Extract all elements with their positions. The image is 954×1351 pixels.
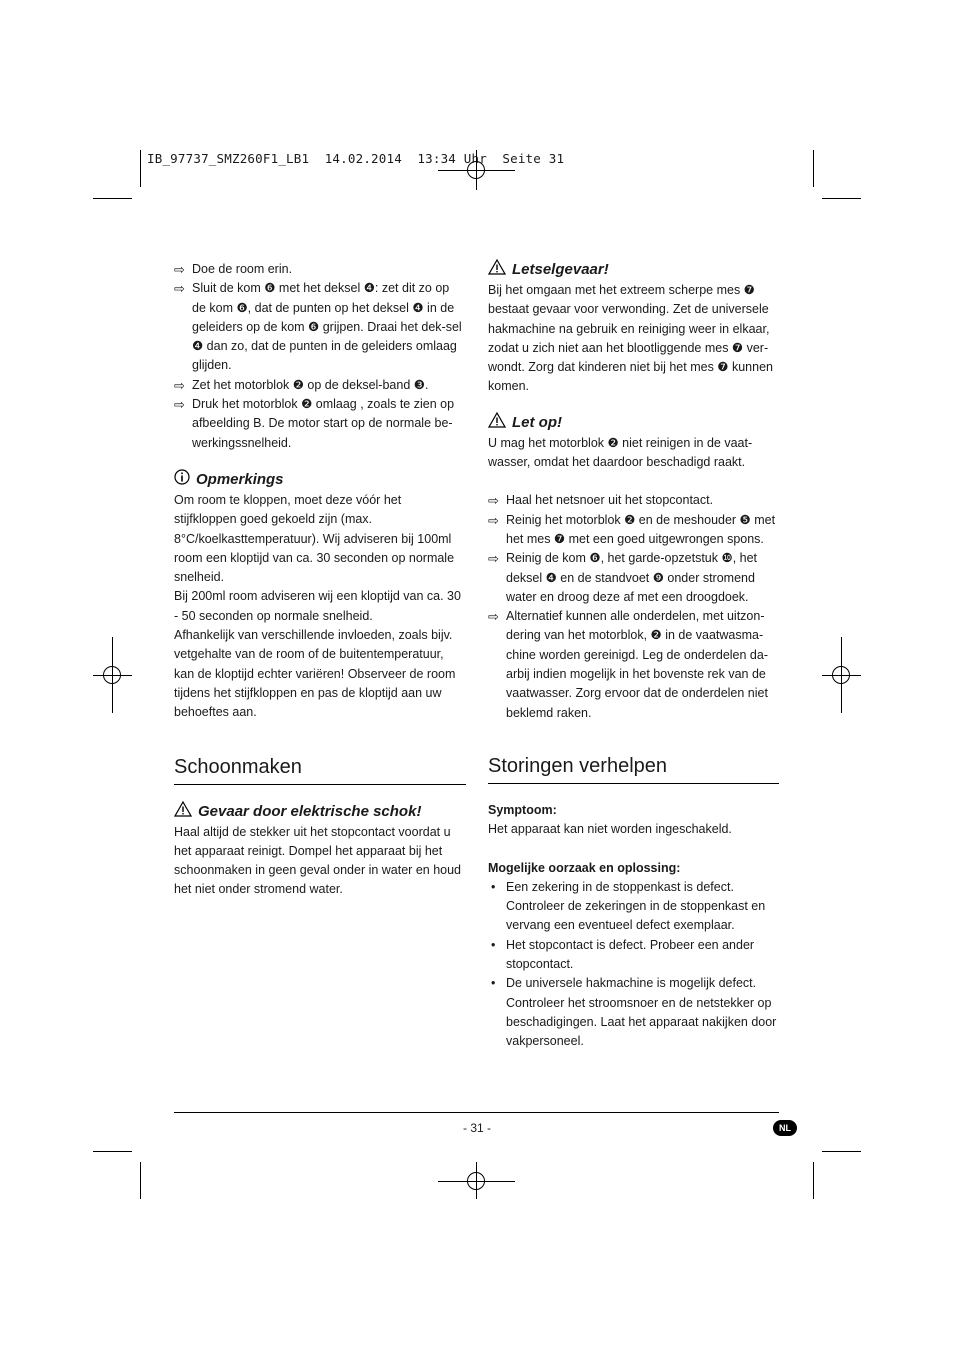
print-slug: IB_97737_SMZ260F1_LB1 14.02.2014 13:34 Uhr Seite 31 [147, 151, 565, 166]
warning-heading [488, 259, 779, 281]
warning-title: Gevaar door elektrische schok! [198, 802, 422, 820]
warning-icon [174, 801, 192, 823]
arrow-icon: ⇨ [174, 262, 185, 277]
instruction-step: ⇨ Reinig het motorblok ❷ en de meshouder ❺ met het mes ❼ met een goed uitgewrongen spons. [488, 512, 776, 546]
crop-mark [93, 1151, 132, 1152]
cause-item: • Een zekering in de stoppenkast is defect. Controleer de zekeringen in de stoppenkast en vervang een eventueel defect exemplaar. [491, 879, 766, 933]
instruction-step: ⇨ Reinig de kom ❻, het garde-opzetstuk ❿, het deksel ❹ en de standvoet ❾ onder stromend water en droog deze af met een droogdoek. [488, 551, 758, 604]
arrow-icon: ⇨ [488, 493, 499, 509]
warning-text: Haal altijd de stekker uit het stopcontact voordat u het apparaat reinigt. Dompel het apparaat bij het schoonmaken in geen geval onder in water en houd het niet onder stromend water. [174, 824, 462, 897]
crop-mark [140, 150, 141, 187]
note-paragraph: Bij 200ml room adviseren wij een kloptijd van ca. 30 - 50 seconden op normale snelheid. [174, 589, 461, 623]
warning-icon [488, 412, 506, 434]
symptom-text: Het apparaat kan niet worden ingeschakeld. [488, 822, 732, 837]
cause-item: • De universele hakmachine is mogelijk defect. Controleer het stroomsnoer en de netstekker op beschadigingen. Laat het apparaat nakijken door vakpersoneel. [491, 976, 777, 1049]
crop-mark [822, 198, 861, 199]
instruction-step: ⇨ Sluit de kom ❻ met het deksel ❹: zet dit zo op de kom ❻, dat de punten op het deksel ❹ in de geleiders op de kom ❻ grijpen. Draai het dek-sel ❹ dan zo, dat de punten in de geleiders omlaag glijden. [174, 281, 462, 373]
instruction-step: ⇨ Doe de room erin. [174, 260, 466, 279]
arrow-icon: ⇨ [488, 551, 499, 567]
crop-mark [813, 1162, 814, 1199]
crop-mark [93, 198, 132, 199]
section-title-storingen: Storingen verhelpen [488, 753, 779, 784]
left-column [174, 260, 466, 900]
crop-mark [813, 150, 814, 187]
crop-mark [140, 1162, 141, 1199]
note-heading [174, 469, 466, 491]
warning-title: Letselgevaar! [512, 261, 609, 278]
arrow-icon: ⇨ [174, 281, 185, 297]
language-badge: NL [773, 1120, 797, 1136]
arrow-icon: ⇨ [488, 512, 499, 528]
note-paragraph: Om room te kloppen, moet deze vóór het stijfkloppen goed gekoeld zijn (max. 8°C/koelkasttemperatuur). Wij adviseren bij 100ml room een kloptijd van ca. 30 seconden op normale snelheid. [174, 492, 455, 585]
instruction-step: ⇨ Zet het motorblok ❷ op de deksel-band ❸. [174, 376, 466, 395]
page-number: - 31 - [462, 1121, 491, 1135]
warning-text: Bij het omgaan met het extreem scherpe mes ❼ bestaat gevaar voor verwonding. Zet de universele hakmachine na gebruik en reiniging weer in elkaar, zodat u zich niet aan het blootliggende mes ❼ ver-wondt. Zorg dat kinderen niet bij het mes ❼ kunnen komen. [488, 283, 773, 394]
instruction-step: ⇨ Alternatief kunnen alle onderdelen, met uitzon-dering van het motorblok, ❷ in de vaatwasma-chine worden gereinigd. Leg de onderdelen da-arbij indien mogelijk in het bovenste rek van de vaatwasser. Zorg ervoor dat de onderdelen niet beklemd raken. [488, 609, 768, 720]
warning-heading [174, 801, 466, 823]
info-icon [174, 469, 190, 491]
note-title: Opmerkings [196, 470, 284, 488]
caution-text: U mag het motorblok ❷ niet reinigen in de vaat-wasser, omdat het daardoor beschadigd raakt. [488, 435, 753, 470]
footer-rule [174, 1112, 779, 1113]
instruction-step: ⇨ Haal het netsnoer uit het stopcontact. [488, 491, 779, 510]
caution-title: Let op! [512, 413, 562, 431]
warning-icon [488, 259, 506, 281]
instruction-step: ⇨ Druk het motorblok ❷ omlaag , zoals te zien op afbeelding B. De motor start op de normale be-werkingssnelheid. [174, 397, 455, 450]
arrow-icon: ⇨ [174, 377, 185, 393]
arrow-icon: ⇨ [488, 609, 499, 625]
crop-mark [822, 1151, 861, 1152]
symptom-label: Symptoom: [488, 802, 557, 817]
caution-heading [488, 412, 779, 434]
arrow-icon: ⇨ [174, 397, 185, 413]
right-column [488, 259, 779, 1052]
cause-label: Mogelijke oorzaak en oplossing: [488, 860, 681, 875]
cause-item: • Het stopcontact is defect. Probeer een ander stopcontact. [491, 937, 755, 972]
note-paragraph: Afhankelijk van verschillende invloeden, zoals bijv. vetgehalte van de room of de buitentemperatuur, kan de kloptijd echter variëren! Observeer de room tijdens het stijfkloppen en pas de kloptijd aan uw behoeftes aan. [174, 628, 456, 720]
section-title-schoonmaken: Schoonmaken [174, 754, 466, 785]
